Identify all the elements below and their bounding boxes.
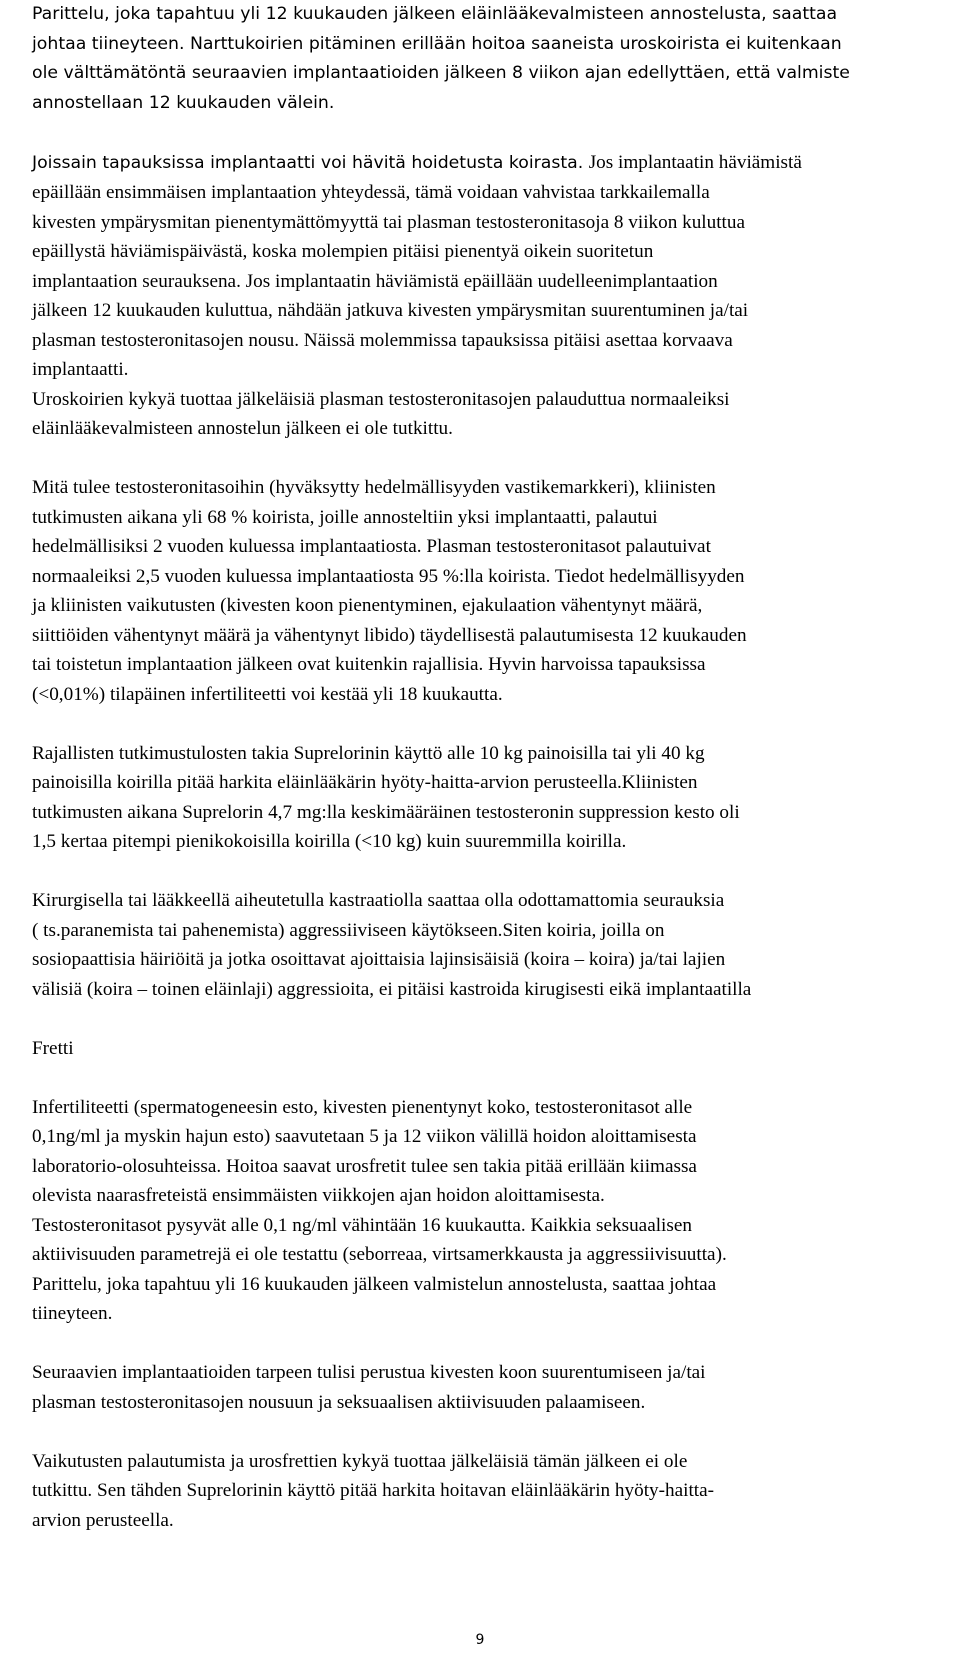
paragraph-mating-after-treatment — [32, 0, 944, 118]
text-line: Uroskoirien kykyä tuottaa jälkeläisiä plasman testosteronitasojen palauduttua normaaleiksi — [32, 388, 730, 410]
paragraph-ferret-infertility — [32, 1093, 944, 1329]
text-line: (<0,01%) tilapäinen infertiliteetti voi kestää yli 18 kuukautta. — [32, 683, 503, 705]
text-line: Parittelu, joka tapahtuu yli 16 kuukauden jälkeen valmistelun annostelusta, saattaa johtaa — [32, 1273, 717, 1295]
paragraph-spacer — [32, 857, 944, 887]
text-line: annostellaan 12 kuukauden välein. — [32, 92, 335, 113]
text-line: Testosteronitasot pysyvät alle 0,1 ng/ml vähintään 16 kuukautta. Kaikkia seksuaalisen — [32, 1214, 692, 1236]
text-line: Vaikutusten palautumista ja urosfrettien kykyä tuottaa jälkeläisiä tämän jälkeen ei ole — [32, 1450, 688, 1472]
text-line-mixed — [32, 148, 944, 179]
text-line: välisiä (koira – toinen eläinlaji) aggressioita, ei pitäisi kastroida kirugisesti eikä implantaatilla — [32, 978, 752, 1000]
paragraph-spacer — [32, 1004, 944, 1034]
text-line: tai toistetun implantaation jälkeen ovat kuitenkin rajallisia. Hyvin harvoissa tapauksissa — [32, 654, 706, 675]
paragraph-spacer — [32, 1063, 944, 1093]
paragraph-weight-limits — [32, 739, 944, 857]
text-line: implantaation seurauksena. Jos implantaatin häviämistä epäillään uudelleenimplantaation — [32, 270, 718, 292]
text-line: ole välttämätöntä seuraavien implantaatioiden jälkeen 8 viikon ajan edellyttäen, että valmiste — [32, 63, 850, 83]
document-page — [32, 0, 944, 1535]
text-line: ja kliinisten vaikutusten (kivesten koon pienentyminen, ejakulaation vähentynyt määrä, — [32, 595, 703, 616]
text-line: Seuraavien implantaatioiden tarpeen tulisi perustua kivesten koon suurentumiseen ja/tai — [32, 1362, 706, 1383]
text-line: Fretti — [32, 1037, 74, 1059]
paragraph-spacer — [32, 1329, 944, 1359]
text-line: laboratorio-olosuhteissa. Hoitoa saavat urosfretit tulee sen takia pitää erillään kiimassa — [32, 1155, 697, 1177]
text-segment-sans: Joissain tapauksissa implantaatti voi hävitä hoidetusta koirasta. — [32, 152, 589, 173]
text-line: painoisilla koirilla pitää harkita eläinlääkärin hyöty-haitta-arvion perusteella.Kliinisten — [32, 772, 698, 793]
text-line: johtaa tiineyteen. Narttukoirien pitäminen erillään hoitoa saaneista uroskoirista ei kuitenkaan — [32, 33, 842, 54]
text-line: arvion perusteella. — [32, 1509, 174, 1531]
page-number: 9 — [475, 1632, 485, 1648]
text-line: Rajallisten tutkimustulosten takia Suprelorinin käyttö alle 10 kg painoisilla tai yli 40 kg — [32, 742, 705, 764]
text-line: Parittelu, joka tapahtuu yli 12 kuukauden jälkeen eläinlääkevalmisteen annostelusta, saattaa — [32, 4, 838, 24]
text-line: plasman testosteronitasojen nousuun ja seksuaalisen aktiivisuuden palaamiseen. — [32, 1391, 646, 1413]
paragraph-implant-loss — [32, 148, 944, 444]
paragraph-spacer — [32, 118, 944, 148]
text-line: hedelmällisiksi 2 vuoden kuluessa implantaatiosta. Plasman testosteronitasot palautuivat — [32, 536, 711, 557]
section-heading-fretti — [32, 1034, 944, 1064]
text-line: ( ts.paranemista tai pahenemista) aggressiiviseen käytökseen.Siten koiria, joilla on — [32, 919, 665, 941]
paragraph-reversibility — [32, 1447, 944, 1536]
text-line: jälkeen 12 kuukauden kuluttua, nähdään jatkuva kivesten ympärysmitan suurentuminen ja/tai — [32, 300, 749, 321]
text-line: aktiivisuuden parametrejä ei ole testattu (seborreaa, virtsamerkkausta ja aggressiivisuutta). — [32, 1244, 727, 1265]
text-line: 0,1ng/ml ja myskin hajun esto) saavutetaan 5 ja 12 viikon välillä hoidon aloittamisesta — [32, 1126, 697, 1147]
text-line: siittiöiden vähentynyt määrä ja vähentynyt libido) täydellisestä palautumisesta 12 kuukauden — [32, 624, 747, 646]
text-line: sosiopaattisia häiriöitä ja jotka osoittavat ajoittaisia lajinsisäisiä (koira – koira) ja/tai lajien — [32, 949, 726, 970]
paragraph-repeat-implantation — [32, 1358, 944, 1417]
text-line: tutkimusten aikana Suprelorin 4,7 mg:lla keskimääräinen testosteronin suppression kesto oli — [32, 801, 740, 823]
text-line: Mitä tulee testosteronitasoihin (hyväksytty hedelmällisyyden vastikemarkkeri), kliinisten — [32, 477, 716, 498]
text-segment-serif: Jos implantaatin häviämistä — [588, 151, 802, 173]
text-line: plasman testosteronitasojen nousu. Näissä molemmissa tapauksissa pitäisi asettaa korvaava — [32, 329, 733, 351]
text-line: kivesten ympärysmitan pienentymättömyyttä tai plasman testosteronitasoja 8 viikon kuluttua — [32, 211, 746, 233]
text-line: Kirurgisella tai lääkkeellä aiheutetulla kastraatiolla saattaa olla odottamattomia seurauksia — [32, 890, 725, 911]
text-line: tutkittu. Sen tähden Suprelorinin käyttö pitää harkita hoitavan eläinlääkärin hyöty-haitta- — [32, 1480, 715, 1501]
text-line: epäillystä häviämispäivästä, koska molempien pitäisi pienentyä oikein suoritetun — [32, 241, 654, 262]
text-line: implantaatti. — [32, 359, 129, 380]
text-line: normaaleiksi 2,5 vuoden kuluessa implantaatiosta 95 %:lla koirista. Tiedot hedelmällisyyden — [32, 565, 745, 587]
text-line: Infertiliteetti (spermatogeneesin esto, kivesten pienentynyt koko, testosteronitasot alle — [32, 1096, 693, 1118]
text-line: olevista naarasfreteistä ensimmäisten viikkojen ajan hoidon aloittamisesta. — [32, 1185, 605, 1206]
text-line: eläinlääkevalmisteen annostelun jälkeen ei ole tutkittu. — [32, 418, 453, 439]
paragraph-testosterone-levels — [32, 473, 944, 709]
paragraph-spacer — [32, 709, 944, 739]
paragraph-castration-aggression — [32, 886, 944, 1004]
paragraph-spacer — [32, 444, 944, 474]
text-line: tutkimusten aikana yli 68 % koirista, joille annosteltiin yksi implantaatti, palautui — [32, 506, 658, 528]
text-line: epäillään ensimmäisen implantaation yhteydessä, tämä voidaan vahvistaa tarkkailemalla — [32, 182, 710, 203]
text-line: tiineyteen. — [32, 1303, 113, 1324]
paragraph-spacer — [32, 1417, 944, 1447]
text-line: 1,5 kertaa pitempi pienikokoisilla koirilla (<10 kg) kuin suuremmilla koirilla. — [32, 831, 627, 852]
